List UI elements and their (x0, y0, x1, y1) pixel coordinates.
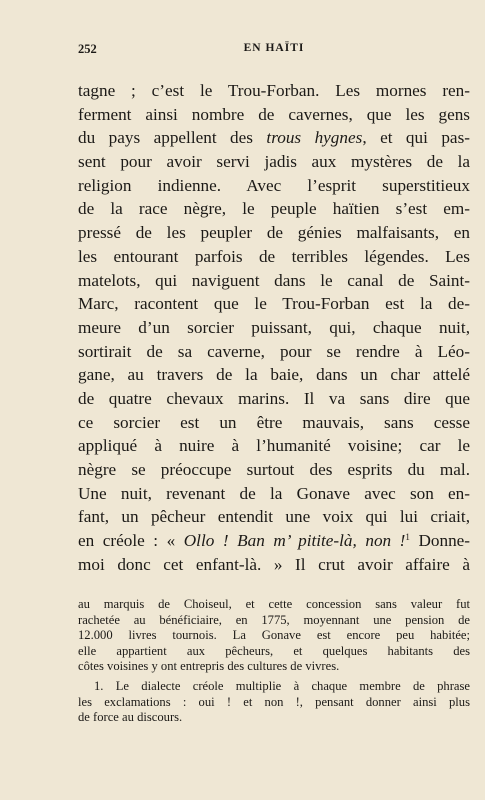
footnote-1-line: de force au discours. (78, 710, 183, 725)
text-line: Une nuit, revenant de la Gonave avec son en- (78, 483, 470, 503)
footnote-1-line: 1. Le dialecte créole multiplie à chaque membre de phrase (94, 678, 470, 693)
text-line: de la race nègre, le peuple haïtien s’est em- (78, 199, 470, 219)
footnote-line: rachetée au bénéficiaire, en 1775, moyennant une pension de (78, 612, 470, 627)
text-line: moi donc cet enfant-là. » Il crut avoir affaire à (78, 554, 470, 574)
text-line: sent pour avoir servi jadis aux mystères de la (78, 152, 470, 172)
text-line: pressé de les peupler de génies malfaisants, en (78, 223, 470, 243)
creole-quote: Ollo ! Ban m’ pitite-là, non ! (183, 531, 406, 551)
footnote-line: elle appartient aux pêcheurs, et quelques habitants des (78, 643, 470, 658)
text-line: en créole : « Ollo ! Ban m’ pitite-là, non !$^1$ Donne- (78, 531, 470, 551)
text-line: appliqué à nuire à l’humanité voisine; car le (78, 436, 470, 456)
italic-term: trous hygnes (266, 128, 363, 148)
text-line: fant, un pêcheur entendit une voix qui lui criait, (78, 507, 470, 527)
footnote-line: côtes voisines y ont entrepris des cultures de vivres. (78, 659, 340, 674)
text-line: Marc, racontent que le Trou-Forban est la de- (78, 294, 470, 314)
footnote-line: au marquis de Choiseul, et cette concession sans valeur fut (78, 597, 470, 611)
running-title: EN HAÏTI (243, 42, 305, 54)
page-number: 252 (78, 42, 97, 56)
text-line: ferment ainsi nombre de cavernes, que les gens (78, 104, 470, 124)
text-line: sortirait de sa caverne, pour se rendre à Léo- (78, 341, 470, 361)
footnotes (78, 597, 470, 726)
footnote-ref: 1 (405, 532, 410, 543)
text-line: de quatre chevaux marins. Il va sans dire que (78, 388, 470, 408)
text-line: tagne ; c’est le Trou-Forban. Les mornes ren- (78, 81, 470, 100)
text-line: ce sorcier est un être mauvais, sans cesse (78, 412, 470, 432)
text-line: du pays appellent des trous hygnes, et qui pas- (78, 128, 470, 148)
text-line: gane, au travers de la baie, dans un char attelé (78, 365, 470, 385)
footnote-1-line: les exclamations : oui ! et non !, pensant donner ainsi plus (78, 694, 470, 709)
main-text (78, 79, 470, 576)
text-line: nègre se préoccupe surtout des esprits du mal. (78, 460, 470, 479)
footnote-line: 12.000 livres tournois. La Gonave est encore peu habitée; (78, 628, 470, 643)
text-line: religion indienne. Avec l’esprit superstitieux (78, 175, 470, 195)
text-line: les entourant parfois de terribles légendes. Les (78, 246, 470, 266)
text-line: meure d’un sorcier puissant, qui, chaque nuit, (78, 317, 470, 337)
text-line: matelots, qui naviguent dans le canal de Saint- (78, 270, 470, 290)
running-header (78, 42, 470, 58)
